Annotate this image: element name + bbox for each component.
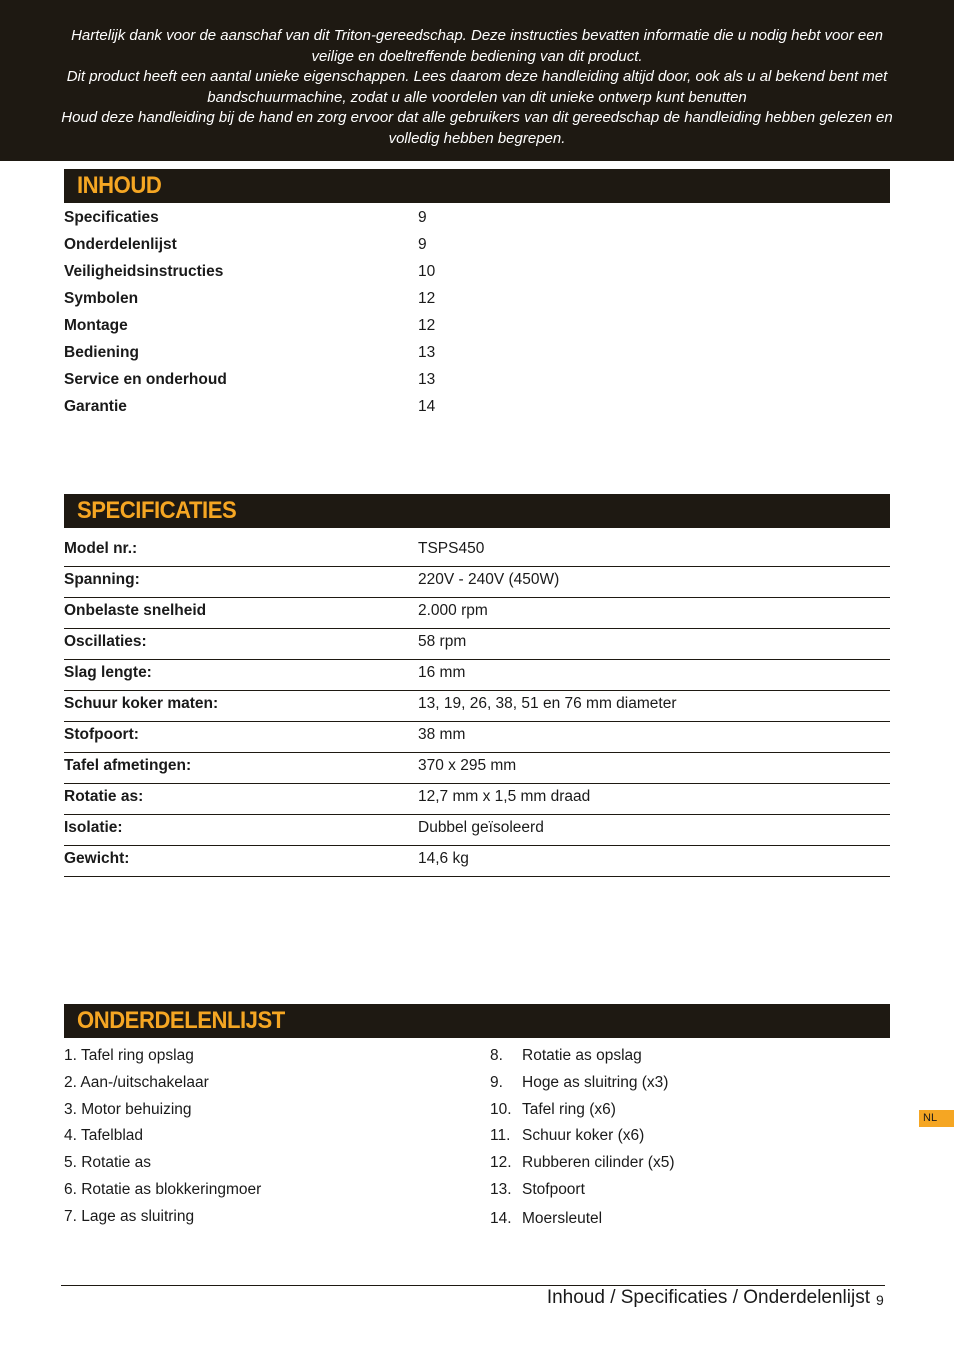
list-item (490, 1101, 890, 1128)
spec-row (64, 567, 890, 598)
spec-key: Model nr.: (64, 540, 138, 557)
parts-heading-bar (64, 1004, 890, 1038)
parts-list-right (490, 1047, 890, 1235)
spec-value: 220V - 240V (450W) (418, 571, 560, 588)
toc-page: 9 (418, 236, 427, 253)
intro-paragraph-3: Houd deze handleiding bij de hand en zorg ervoor dat alle gebruikers van dit gereedschap de handleiding hebben gelezen en volledig hebben begrepen. (61, 109, 893, 147)
toc-label: Symbolen (64, 290, 139, 307)
toc-label: Veiligheidsinstructies (64, 263, 224, 280)
list-item (490, 1181, 890, 1208)
specifications-table (64, 536, 890, 877)
list-item: 5. Rotatie as (64, 1154, 152, 1172)
list-item: 1. Tafel ring opslag (64, 1047, 194, 1064)
spec-key: Tafel afmetingen: (64, 757, 192, 774)
spec-value: 13, 19, 26, 38, 51 en 76 mm diameter (418, 695, 677, 712)
toc-row (64, 234, 890, 261)
toc-label: Service en onderhoud (64, 371, 227, 388)
intro-banner (0, 0, 954, 161)
spec-row (64, 691, 890, 722)
spec-key: Gewicht: (64, 850, 130, 867)
toc-row (64, 369, 890, 396)
list-item (490, 1074, 890, 1101)
list-item (490, 1047, 890, 1074)
list-item (490, 1127, 890, 1154)
contents-list (64, 207, 890, 423)
item-number: 10. (490, 1100, 512, 1118)
item-number: 11. (490, 1127, 511, 1145)
spec-key: Spanning: (64, 571, 140, 588)
toc-row (64, 396, 890, 423)
spec-row (64, 815, 890, 846)
list-item: 6. Rotatie as blokkeringmoer (64, 1180, 262, 1198)
spec-row (64, 753, 890, 784)
intro-paragraph-1: Hartelijk dank voor de aanschaf van dit Triton-gereedschap. Deze instructies bevatten informatie die u nodig hebt voor een veilige en doeltreffende bediening van dit product. (71, 27, 883, 65)
toc-row (64, 261, 890, 288)
spec-row (64, 598, 890, 629)
toc-page: 13 (418, 344, 436, 361)
page-number: 9 (876, 1292, 884, 1308)
toc-row (64, 207, 890, 234)
spec-value: 58 rpm (418, 633, 467, 650)
spec-key: Stofpoort: (64, 726, 139, 743)
intro-paragraph-2: Dit product heeft een aantal unieke eigenschappen. Lees daarom deze handleiding altijd door, ook als u al bekend bent met bandschuurmachine, zodat u alle voordelen van dit unieke ontwerp kunt benutten (66, 68, 888, 106)
spec-row (64, 784, 890, 815)
spec-row (64, 629, 890, 660)
list-item: 2. Aan-/uitschakelaar (64, 1073, 209, 1091)
spec-key: Oscillaties: (64, 633, 147, 650)
spec-value: Dubbel geïsoleerd (418, 819, 544, 836)
list-item: 3. Motor behuizing (64, 1100, 192, 1118)
item-number: 8. (490, 1047, 503, 1064)
contents-heading-bar (64, 169, 890, 203)
spec-value: 370 x 295 mm (418, 757, 517, 774)
list-item (490, 1210, 890, 1237)
item-text: Rubberen cilinder (x5) (522, 1154, 675, 1172)
spec-row (64, 660, 890, 691)
toc-label: Specificaties (64, 209, 159, 226)
footer-title: Inhoud / Specificaties / Onderdelenlijst (546, 1287, 870, 1308)
toc-label: Onderdelenlijst (64, 236, 177, 253)
spec-value: 38 mm (418, 726, 466, 743)
item-text: Hoge as sluitring (x3) (522, 1073, 669, 1091)
spec-value: TSPS450 (418, 540, 485, 557)
toc-row (64, 342, 890, 369)
item-number: 14. (490, 1209, 512, 1227)
item-text: Schuur koker (x6) (522, 1127, 645, 1145)
spec-row (64, 722, 890, 753)
item-text: Rotatie as opslag (522, 1047, 642, 1064)
toc-page: 14 (418, 398, 436, 415)
toc-label: Bediening (64, 344, 139, 361)
contents-heading: INHOUD (77, 172, 162, 199)
toc-page: 12 (418, 290, 436, 307)
toc-page: 10 (418, 263, 436, 280)
item-text: Stofpoort (522, 1180, 585, 1198)
spec-value: 16 mm (418, 664, 466, 681)
spec-key: Rotatie as: (64, 788, 144, 805)
toc-row (64, 288, 890, 315)
list-item: 4. Tafelblad (64, 1127, 143, 1145)
specifications-heading-bar (64, 494, 890, 528)
spec-value: 12,7 mm x 1,5 mm draad (418, 788, 591, 805)
parts-heading: ONDERDELENLIJST (77, 1007, 285, 1034)
item-number: 12. (490, 1154, 512, 1172)
item-number: 9. (490, 1073, 503, 1091)
list-item (490, 1154, 890, 1181)
toc-page: 9 (418, 209, 427, 226)
specifications-heading: SPECIFICATIES (77, 497, 237, 524)
item-text: Tafel ring (x6) (522, 1100, 616, 1118)
spec-key: Onbelaste snelheid (64, 602, 207, 619)
toc-row (64, 315, 890, 342)
language-tab: NL (919, 1110, 954, 1127)
list-item: 7. Lage as sluitring (64, 1207, 195, 1225)
footer-divider (61, 1285, 885, 1286)
parts-list-left (64, 1047, 464, 1235)
toc-label: Garantie (64, 398, 127, 415)
toc-page: 13 (418, 371, 436, 388)
spec-row (64, 536, 890, 567)
spec-key: Schuur koker maten: (64, 695, 219, 712)
spec-row (64, 846, 890, 877)
spec-key: Slag lengte: (64, 664, 152, 681)
toc-page: 12 (418, 317, 436, 334)
item-number: 13. (490, 1180, 512, 1198)
toc-label: Montage (64, 317, 128, 334)
spec-value: 2.000 rpm (418, 602, 488, 619)
item-text: Moersleutel (522, 1209, 603, 1227)
spec-key: Isolatie: (64, 819, 123, 836)
spec-value: 14,6 kg (418, 850, 469, 867)
